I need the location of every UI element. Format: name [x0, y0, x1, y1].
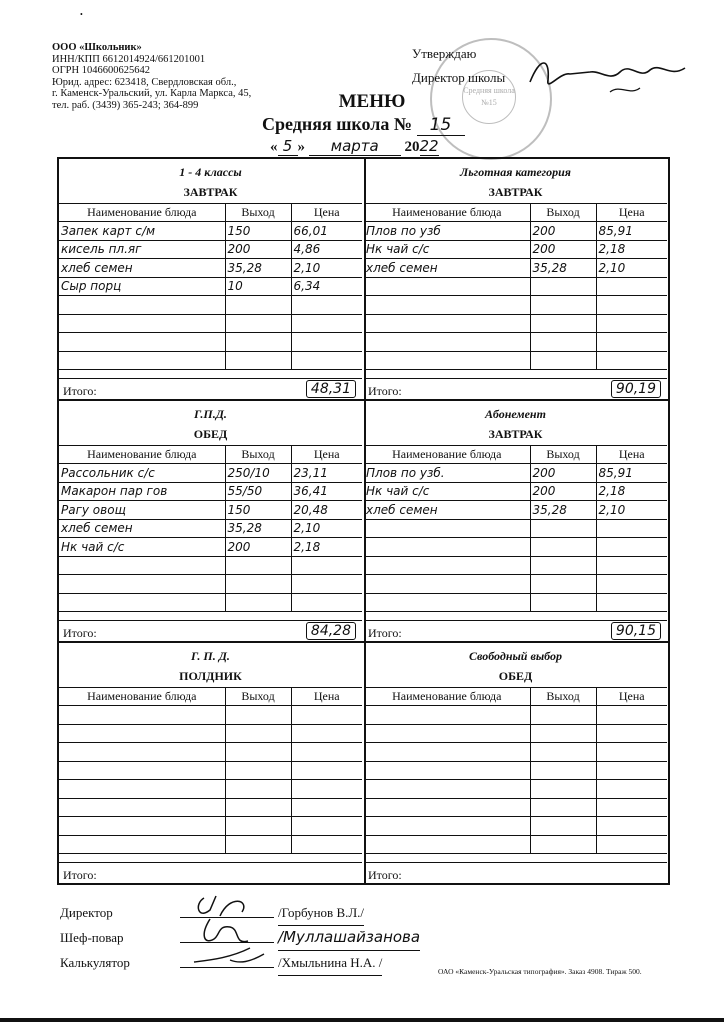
dish-name-cell: [59, 314, 225, 333]
panel-total: [364, 620, 667, 643]
dish-name-cell: [364, 556, 530, 575]
dish-price-cell: [291, 593, 362, 612]
table-row: [59, 464, 362, 483]
dish-output-cell: 35,28: [530, 259, 596, 278]
table-row: [59, 575, 362, 594]
table-row: [364, 296, 667, 315]
menu-panel: [364, 159, 667, 401]
dish-output-cell: [530, 780, 596, 799]
dish-name-cell: [59, 593, 225, 612]
dish-price-cell: [596, 277, 667, 296]
dish-name-cell: [59, 761, 225, 780]
dish-price-cell: [596, 593, 667, 612]
dish-output-cell: 200: [530, 482, 596, 501]
panel-meal: ЗАВТРАК: [183, 185, 238, 199]
dish-output-cell: 35,28: [530, 501, 596, 520]
dish-output-cell: [225, 798, 291, 817]
table-row: [364, 314, 667, 333]
dish-name-cell: [364, 593, 530, 612]
company-address-1: Юрид. адрес: 623418, Свердловская обл.,: [52, 76, 237, 88]
menu-panel: [59, 401, 362, 643]
dish-name-cell: [364, 519, 530, 538]
table-row: [364, 277, 667, 296]
date-close-quote: »: [297, 139, 305, 155]
dish-output-cell: 200: [225, 240, 291, 259]
table-row: [59, 314, 362, 333]
approval-block: [412, 42, 505, 90]
menu-table: [364, 203, 667, 370]
table-row: [364, 724, 667, 743]
company-phone: тел. раб. (3439) 365-243; 364-899: [52, 99, 199, 111]
dish-name-cell: Нк чай с/с: [364, 482, 530, 501]
dish-output-cell: [530, 593, 596, 612]
dish-price-cell: 2,18: [596, 482, 667, 501]
table-row: [59, 706, 362, 725]
dish-name-cell: [59, 724, 225, 743]
panel-header: [59, 401, 362, 445]
dish-price-cell: 2,18: [596, 240, 667, 259]
dish-output-cell: [530, 296, 596, 315]
dish-price-cell: [291, 556, 362, 575]
dish-name-cell: [364, 333, 530, 352]
panel-header: [364, 401, 667, 445]
dish-name-cell: хлеб семен: [364, 501, 530, 520]
dish-price-cell: [291, 575, 362, 594]
dish-price-cell: 2,18: [291, 538, 362, 557]
dish-price-cell: 85,91: [596, 464, 667, 483]
dish-name-cell: Сыр порц: [59, 277, 225, 296]
dish-name-cell: [59, 296, 225, 315]
table-row: [59, 240, 362, 259]
dish-name-cell: [364, 314, 530, 333]
total-label: Итого:: [63, 384, 97, 398]
dish-output-cell: 200: [530, 464, 596, 483]
table-row: [59, 835, 362, 854]
school-prefix: Средняя школа №: [262, 114, 412, 134]
dish-price-cell: [596, 296, 667, 315]
dish-output-cell: [530, 538, 596, 557]
menu-table: [59, 203, 362, 370]
panel-total: [364, 378, 667, 401]
dish-name-cell: хлеб семен: [364, 259, 530, 278]
dish-price-cell: [291, 351, 362, 370]
col-output-header: Выход: [530, 204, 596, 222]
dish-output-cell: 150: [225, 501, 291, 520]
col-output-header: Выход: [225, 688, 291, 706]
table-row: [364, 706, 667, 725]
dish-name-cell: Нк чай с/с: [59, 538, 225, 557]
panel-meal: ПОЛДНИК: [179, 669, 242, 683]
dish-output-cell: 10: [225, 277, 291, 296]
dish-price-cell: [291, 724, 362, 743]
dish-name-cell: [59, 556, 225, 575]
menu-date: [270, 137, 439, 156]
dish-output-cell: [530, 817, 596, 836]
dish-price-cell: 2,10: [291, 519, 362, 538]
school-line: [262, 114, 465, 136]
panel-category: 1 - 4 классы: [179, 165, 242, 179]
table-row: [364, 817, 667, 836]
dish-output-cell: [225, 780, 291, 799]
dish-output-cell: [530, 761, 596, 780]
dish-name-cell: [59, 780, 225, 799]
dish-price-cell: [596, 706, 667, 725]
signer-role: Шеф-повар: [60, 930, 124, 945]
menu-panel: [59, 159, 362, 401]
panel-meal: ОБЕД: [193, 427, 228, 441]
table-row: [59, 501, 362, 520]
col-output-header: Выход: [225, 446, 291, 464]
col-name-header: Наименование блюда: [59, 446, 225, 464]
col-price-header: Цена: [596, 204, 667, 222]
table-row: [59, 780, 362, 799]
dish-price-cell: [291, 761, 362, 780]
dish-output-cell: [530, 556, 596, 575]
table-row: [59, 556, 362, 575]
director-label: Директор школы: [412, 70, 506, 85]
table-row: [59, 333, 362, 352]
col-output-header: Выход: [530, 688, 596, 706]
table-row: [364, 482, 667, 501]
total-value: 84,28: [306, 622, 356, 640]
menu-table: [364, 687, 667, 854]
dish-name-cell: [59, 333, 225, 352]
dish-name-cell: Нк чай с/с: [364, 240, 530, 259]
dish-output-cell: [530, 706, 596, 725]
date-month: марта: [309, 137, 401, 156]
dish-name-cell: Плов по узб: [364, 222, 530, 241]
dish-price-cell: 2,10: [291, 259, 362, 278]
dish-output-cell: [530, 575, 596, 594]
table-row: [59, 761, 362, 780]
dish-name-cell: [364, 780, 530, 799]
panel-total: [364, 862, 667, 885]
dish-name-cell: Рассольник с/с: [59, 464, 225, 483]
table-row: [364, 835, 667, 854]
dish-price-cell: [596, 575, 667, 594]
col-name-header: Наименование блюда: [59, 204, 225, 222]
panel-header: [59, 643, 362, 687]
dish-price-cell: 4,86: [291, 240, 362, 259]
dish-price-cell: [596, 314, 667, 333]
dish-name-cell: [364, 835, 530, 854]
col-price-header: Цена: [596, 446, 667, 464]
dish-output-cell: [530, 835, 596, 854]
dish-price-cell: [291, 314, 362, 333]
total-label: Итого:: [63, 868, 97, 882]
panel-meal: ЗАВТРАК: [488, 185, 543, 199]
signers-block: [60, 900, 421, 975]
dish-name-cell: [364, 351, 530, 370]
dish-name-cell: [59, 351, 225, 370]
menu-panel: [364, 401, 667, 643]
table-row: [59, 817, 362, 836]
table-row: [364, 519, 667, 538]
dish-output-cell: [225, 575, 291, 594]
col-name-header: Наименование блюда: [364, 446, 530, 464]
dish-output-cell: [225, 296, 291, 315]
table-row: [364, 240, 667, 259]
panel-category: Абонемент: [485, 407, 546, 421]
printer-note: ОАО «Каменск-Уральская типография». Заказ 4908. Тираж 500.: [438, 967, 642, 976]
table-row: [364, 538, 667, 557]
dish-output-cell: [530, 798, 596, 817]
dish-output-cell: [225, 593, 291, 612]
dish-output-cell: [225, 835, 291, 854]
dish-name-cell: [59, 743, 225, 762]
company-ogrn: ОГРН 1046600625642: [52, 65, 150, 76]
table-row: [364, 743, 667, 762]
table-row: [364, 780, 667, 799]
dish-price-cell: [596, 333, 667, 352]
table-header-row: [59, 446, 362, 464]
dish-price-cell: [291, 706, 362, 725]
dish-output-cell: [225, 761, 291, 780]
dish-output-cell: [225, 351, 291, 370]
menu-panel: [364, 643, 667, 885]
dish-name-cell: Макарон пар гов: [59, 482, 225, 501]
panel-header: [59, 159, 362, 203]
table-header-row: [59, 688, 362, 706]
col-name-header: Наименование блюда: [364, 204, 530, 222]
date-day: 5: [278, 137, 298, 156]
dish-price-cell: 66,01: [291, 222, 362, 241]
dish-name-cell: [364, 761, 530, 780]
col-price-header: Цена: [291, 688, 362, 706]
dish-price-cell: 23,11: [291, 464, 362, 483]
dish-output-cell: 200: [530, 222, 596, 241]
dish-price-cell: [596, 556, 667, 575]
panel-total: [59, 862, 362, 885]
menu-table: [59, 687, 362, 854]
date-year-prefix: 20: [404, 139, 420, 155]
dish-price-cell: [291, 743, 362, 762]
table-row: [364, 501, 667, 520]
panel-category: Льготная категория: [460, 165, 571, 179]
table-header-row: [59, 204, 362, 222]
panel-meal: ЗАВТРАК: [488, 427, 543, 441]
total-value: 90,19: [611, 380, 661, 398]
table-row: [59, 724, 362, 743]
date-year-suffix: 22: [419, 137, 439, 155]
dish-output-cell: [530, 519, 596, 538]
dish-output-cell: 35,28: [225, 519, 291, 538]
dish-name-cell: [364, 798, 530, 817]
table-row: [364, 333, 667, 352]
table-header-row: [364, 688, 667, 706]
panel-meal: ОБЕД: [498, 669, 533, 683]
table-row: [364, 464, 667, 483]
dish-price-cell: [596, 835, 667, 854]
dish-name-cell: [59, 817, 225, 836]
total-label: Итого:: [368, 868, 402, 882]
dish-output-cell: [530, 277, 596, 296]
col-name-header: Наименование блюда: [364, 688, 530, 706]
dish-output-cell: [530, 743, 596, 762]
dish-output-cell: 35,28: [225, 259, 291, 278]
table-row: [364, 222, 667, 241]
table-row: [59, 798, 362, 817]
table-row: [364, 575, 667, 594]
dish-price-cell: [596, 798, 667, 817]
dish-name-cell: [364, 277, 530, 296]
dish-name-cell: [364, 743, 530, 762]
menu-table: [364, 445, 667, 612]
dish-name-cell: Запек карт с/м: [59, 222, 225, 241]
table-row: [364, 761, 667, 780]
panel-header: [364, 643, 667, 687]
date-open-quote: «: [270, 139, 278, 155]
signer-role: Калькулятор: [60, 955, 130, 970]
total-label: Итого:: [63, 626, 97, 640]
dish-name-cell: [59, 798, 225, 817]
signer-name: /Хмыльнина Н.А. /: [278, 950, 382, 976]
seal-center: Средняя школа №15: [462, 70, 516, 124]
dish-price-cell: [291, 333, 362, 352]
panel-total: [59, 378, 362, 401]
signer-director: [60, 900, 365, 925]
dish-output-cell: [225, 706, 291, 725]
dish-price-cell: [596, 724, 667, 743]
table-row: [364, 593, 667, 612]
dish-output-cell: [225, 333, 291, 352]
table-row: [59, 277, 362, 296]
dish-output-cell: [530, 333, 596, 352]
dish-output-cell: [225, 556, 291, 575]
dish-name-cell: [364, 706, 530, 725]
dish-name-cell: [364, 296, 530, 315]
dish-output-cell: 55/50: [225, 482, 291, 501]
signer-calculator: [60, 950, 383, 975]
col-name-header: Наименование блюда: [59, 688, 225, 706]
table-row: [59, 538, 362, 557]
table-row: [364, 556, 667, 575]
panel-category: Свободный выбор: [468, 649, 562, 663]
dish-price-cell: [291, 296, 362, 315]
scan-edge: [0, 1018, 724, 1022]
signer-role: Директор: [60, 905, 113, 920]
table-row: [364, 259, 667, 278]
table-row: [59, 259, 362, 278]
company-inn: ИНН/КПП 6612014924/661201001: [52, 53, 206, 65]
table-row: [59, 519, 362, 538]
total-value: 90,15: [611, 622, 661, 640]
col-output-header: Выход: [530, 446, 596, 464]
col-output-header: Выход: [225, 204, 291, 222]
scan-speck: •: [80, 10, 83, 19]
dish-price-cell: 2,10: [596, 501, 667, 520]
dish-output-cell: 200: [225, 538, 291, 557]
dish-price-cell: [596, 817, 667, 836]
table-row: [59, 482, 362, 501]
panel-category: Г. П. Д.: [191, 649, 230, 663]
dish-output-cell: 250/10: [225, 464, 291, 483]
dish-name-cell: [59, 835, 225, 854]
total-value: 48,31: [306, 380, 356, 398]
total-label: Итого:: [368, 384, 402, 398]
table-header-row: [364, 204, 667, 222]
dish-price-cell: [291, 817, 362, 836]
approve-label: Утверждаю: [412, 46, 477, 61]
signer-chef: [60, 925, 421, 950]
table-row: [364, 351, 667, 370]
dish-price-cell: [291, 780, 362, 799]
table-row: [59, 351, 362, 370]
dish-name-cell: [59, 575, 225, 594]
company-address-2: г. Каменск-Уральский, ул. Карла Маркса, 45,: [52, 88, 252, 99]
dish-price-cell: 85,91: [596, 222, 667, 241]
panel-category: Г.П.Д.: [194, 407, 227, 421]
dish-name-cell: Плов по узб.: [364, 464, 530, 483]
table-row: [59, 593, 362, 612]
dish-output-cell: [530, 351, 596, 370]
col-price-header: Цена: [291, 204, 362, 222]
table-header-row: [364, 446, 667, 464]
dish-price-cell: 36,41: [291, 482, 362, 501]
dish-price-cell: [291, 798, 362, 817]
dish-output-cell: [225, 724, 291, 743]
dish-output-cell: [530, 724, 596, 743]
table-row: [59, 222, 362, 241]
dish-price-cell: [596, 780, 667, 799]
dish-name-cell: кисель пл.яг: [59, 240, 225, 259]
school-number: 15: [417, 115, 465, 136]
panel-header: [364, 159, 667, 203]
dish-name-cell: [59, 706, 225, 725]
table-row: [364, 798, 667, 817]
dish-price-cell: [596, 743, 667, 762]
dish-price-cell: [596, 519, 667, 538]
signer-name: /Горбунов В.Л./: [278, 900, 364, 926]
dish-output-cell: 150: [225, 222, 291, 241]
dish-name-cell: [364, 538, 530, 557]
company-name: ООО «Школьник»: [52, 42, 142, 53]
dish-output-cell: [530, 314, 596, 333]
dish-price-cell: [291, 835, 362, 854]
dish-name-cell: Рагу овощ: [59, 501, 225, 520]
menu-panel: [59, 643, 362, 885]
col-price-header: Цена: [291, 446, 362, 464]
dish-price-cell: [596, 538, 667, 557]
table-row: [59, 743, 362, 762]
dish-price-cell: 20,48: [291, 501, 362, 520]
signer-name: /Муллашайзанова: [278, 925, 420, 951]
dish-price-cell: [596, 761, 667, 780]
dish-output-cell: [225, 817, 291, 836]
total-label: Итого:: [368, 626, 402, 640]
page-title: МЕНЮ: [338, 91, 406, 112]
dish-name-cell: [364, 575, 530, 594]
dish-name-cell: [364, 817, 530, 836]
menu-table: [59, 445, 362, 612]
dish-name-cell: [364, 724, 530, 743]
dish-output-cell: [225, 743, 291, 762]
dish-name-cell: хлеб семен: [59, 519, 225, 538]
dish-output-cell: 200: [530, 240, 596, 259]
dish-price-cell: 2,10: [596, 259, 667, 278]
table-row: [59, 296, 362, 315]
dish-output-cell: [225, 314, 291, 333]
dish-price-cell: 6,34: [291, 277, 362, 296]
dish-name-cell: хлеб семен: [59, 259, 225, 278]
panel-total: [59, 620, 362, 643]
dish-price-cell: [596, 351, 667, 370]
col-price-header: Цена: [596, 688, 667, 706]
calculator-signature-mark: [190, 940, 270, 970]
